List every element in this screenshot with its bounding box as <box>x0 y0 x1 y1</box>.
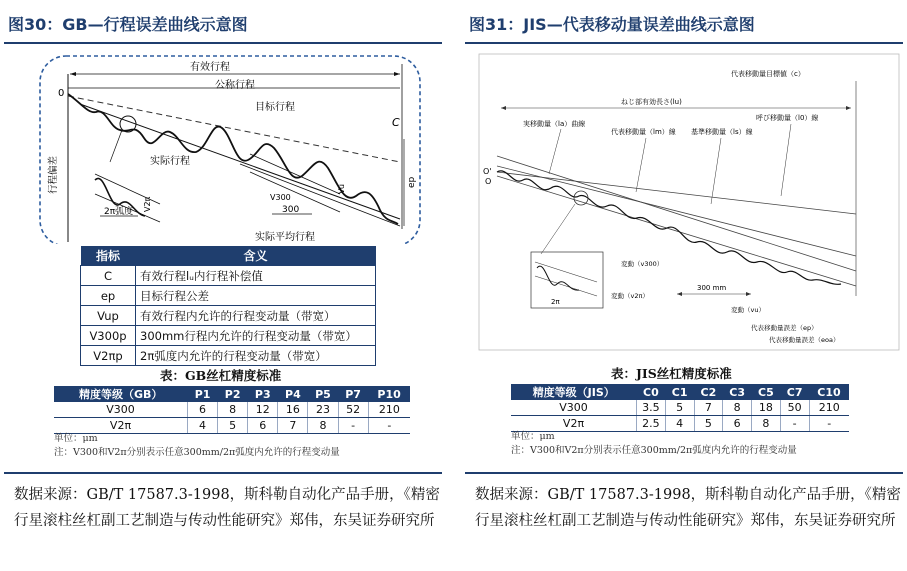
actual-mean-travel-label: 实际平均行程 <box>255 232 315 243</box>
vu-label: Vu <box>337 184 346 194</box>
table-cell: 7 <box>694 400 723 416</box>
table-cell: 23 <box>308 402 338 418</box>
v2pi-label: V2π <box>143 196 152 212</box>
v300-label: V300 <box>270 193 291 202</box>
grade-col-header: P10 <box>368 386 410 402</box>
grade-col-header: C2 <box>694 384 723 400</box>
len-300-label: 300 mm <box>697 284 727 292</box>
rep-error-ep-label: 代表移動量誤差（ep） <box>751 324 818 332</box>
right-title-rule <box>465 42 903 44</box>
left-figure-panel <box>0 0 446 571</box>
legend-row <box>81 326 376 346</box>
table-cell: V2π <box>54 418 188 434</box>
legend-text: 2π弧度内允许的行程变动量（带宽） <box>136 346 376 366</box>
actual-travel-label: 实际行程 <box>150 156 190 167</box>
var-v2pi-label: 変動（v2π） <box>611 292 649 300</box>
table-cell: - <box>809 416 849 432</box>
rep-error-eoa-label: 代表移動量誤差（eoa） <box>769 336 840 344</box>
left-figure-title: 图30：GB—行程误差曲线示意图 <box>8 15 248 34</box>
len-300-label: 300 <box>282 205 300 215</box>
table-cell: 5 <box>218 418 248 434</box>
gb-footnote: 注：V300和V2π分别表示任意300mm/2π弧度内允许的行程变动量 <box>54 447 340 458</box>
table-row <box>54 418 410 434</box>
table-cell: 2.5 <box>637 416 666 432</box>
grade-col-header: P2 <box>218 386 248 402</box>
table-cell: 8 <box>723 400 752 416</box>
legend-symbol: C <box>81 266 136 286</box>
right-source-text: 数据来源：GB/T 17587.3-1998，斯科勒自动化产品手册，《精密行星滚柱丝杠副工艺制造与传动性能研究》郑伟，东吴证券研究所 <box>475 487 901 529</box>
legend-symbol: V2πp <box>81 346 136 366</box>
grade-col-header: P7 <box>338 386 368 402</box>
actual-travel-curve <box>497 171 841 284</box>
legend-header-meaning: 含义 <box>136 246 376 266</box>
table-cell: 5 <box>665 400 694 416</box>
table-cell: 8 <box>752 416 781 432</box>
table-cell: 3.5 <box>637 400 666 416</box>
jis-unit-note: 单位：μm <box>511 431 555 442</box>
origin-label: 0 <box>58 88 65 99</box>
two-pi-label: 2π弧度 <box>104 207 134 217</box>
table-cell: 16 <box>278 402 308 418</box>
jis-error-curve-diagram <box>461 46 907 358</box>
grade-col-header: 精度等级（GB） <box>54 386 188 402</box>
table-cell: 6 <box>723 416 752 432</box>
target-travel-label: 目标行程 <box>255 102 295 113</box>
diagram-frame <box>479 54 899 350</box>
deviation-axis-label: 行程偏差 <box>48 155 59 194</box>
jis-footnote: 注：V300和V2π分别表示任意300mm/2π弧度内允许的行程变动量 <box>511 445 797 456</box>
legend-row <box>81 286 376 306</box>
representative-line-label: 代表移動量（lm）線 <box>611 128 676 136</box>
c-label: C <box>392 116 400 129</box>
jis-grade-table <box>511 384 849 432</box>
table-cell: 8 <box>308 418 338 434</box>
legend-text: 有效行程内允许的行程变动量（带宽） <box>136 306 376 326</box>
grade-col-header: C5 <box>752 384 781 400</box>
table-cell: V300 <box>511 400 637 416</box>
legend-text: 300mm行程内允许的行程变动量（带宽） <box>136 326 376 346</box>
gb-legend-table <box>80 246 376 366</box>
gb-unit-note: 单位：μm <box>54 433 98 444</box>
inset-box <box>531 252 603 308</box>
legend-text: 有效行程lᵤ内行程补偿值 <box>136 266 376 286</box>
table-cell: 210 <box>809 400 849 416</box>
jis-table-caption: 表：JIS丝杠精度标准 <box>611 366 732 381</box>
right-source-rule <box>465 472 903 474</box>
two-pi-label: 2π <box>551 298 560 306</box>
table-cell: 210 <box>368 402 410 418</box>
legend-text: 目标行程公差 <box>136 286 376 306</box>
var-vu-label: 変動（vu） <box>731 306 765 314</box>
grade-col-header: P1 <box>188 386 218 402</box>
legend-header-symbol: 指标 <box>81 246 136 266</box>
grade-col-header: 精度等级（JIS） <box>511 384 637 400</box>
right-figure-title: 图31：JIS—代表移动量误差曲线示意图 <box>469 15 755 34</box>
legend-symbol: Vup <box>81 306 136 326</box>
table-cell: V2π <box>511 416 637 432</box>
table-cell: - <box>338 418 368 434</box>
origin-o2-label: O' <box>483 167 492 176</box>
nominal-line-label: 呼び移動量（l0）線 <box>756 114 819 122</box>
origin-o-label: O <box>485 177 492 186</box>
table-cell: 12 <box>248 402 278 418</box>
ep-label: ep <box>407 176 417 188</box>
grade-col-header: P3 <box>248 386 278 402</box>
legend-row <box>81 306 376 326</box>
left-source-text: 数据来源：GB/T 17587.3-1998，斯科勒自动化产品手册，《精密行星滚柱丝杠副工艺制造与传动性能研究》郑伟，东吴证券研究所 <box>14 487 440 529</box>
table-cell: 18 <box>752 400 781 416</box>
table-cell: 4 <box>665 416 694 432</box>
table-cell: 50 <box>780 400 809 416</box>
legend-row <box>81 346 376 366</box>
nominal-travel-label: 公称行程 <box>215 80 255 91</box>
table-cell: 8 <box>218 402 248 418</box>
left-source-rule <box>4 472 442 474</box>
table-row <box>54 402 410 418</box>
grade-col-header: C7 <box>780 384 809 400</box>
table-cell: 52 <box>338 402 368 418</box>
table-row <box>511 400 849 416</box>
table-cell: - <box>780 416 809 432</box>
right-figure-panel <box>461 0 907 571</box>
table-cell: - <box>368 418 410 434</box>
gb-table-caption: 表：GB丝杠精度标准 <box>160 368 282 383</box>
grade-col-header: C0 <box>637 384 666 400</box>
table-cell: 5 <box>694 416 723 432</box>
effective-length-label: ねじ部有効長さ(lu) <box>621 98 682 106</box>
reference-line-label: 基準移動量（ls）線 <box>691 128 753 136</box>
table-cell: 6 <box>188 402 218 418</box>
gb-grade-table <box>54 386 410 434</box>
gb-error-curve-diagram <box>0 44 446 244</box>
table-cell: 6 <box>248 418 278 434</box>
grade-col-header: C3 <box>723 384 752 400</box>
table-cell: 7 <box>278 418 308 434</box>
var-v300-label: 変動（v300） <box>621 260 664 268</box>
legend-row <box>81 266 376 286</box>
target-value-label: 代表移動量目標値（c） <box>731 70 805 78</box>
table-cell: 4 <box>188 418 218 434</box>
grade-col-header: P4 <box>278 386 308 402</box>
table-cell: V300 <box>54 402 188 418</box>
legend-symbol: ep <box>81 286 136 306</box>
effective-travel-label: 有效行程 <box>190 62 230 73</box>
table-row <box>511 416 849 432</box>
grade-col-header: P5 <box>308 386 338 402</box>
grade-col-header: C10 <box>809 384 849 400</box>
grade-col-header: C1 <box>665 384 694 400</box>
legend-symbol: V300p <box>81 326 136 346</box>
actual-curve-label: 実移動量（la）曲線 <box>523 120 586 128</box>
